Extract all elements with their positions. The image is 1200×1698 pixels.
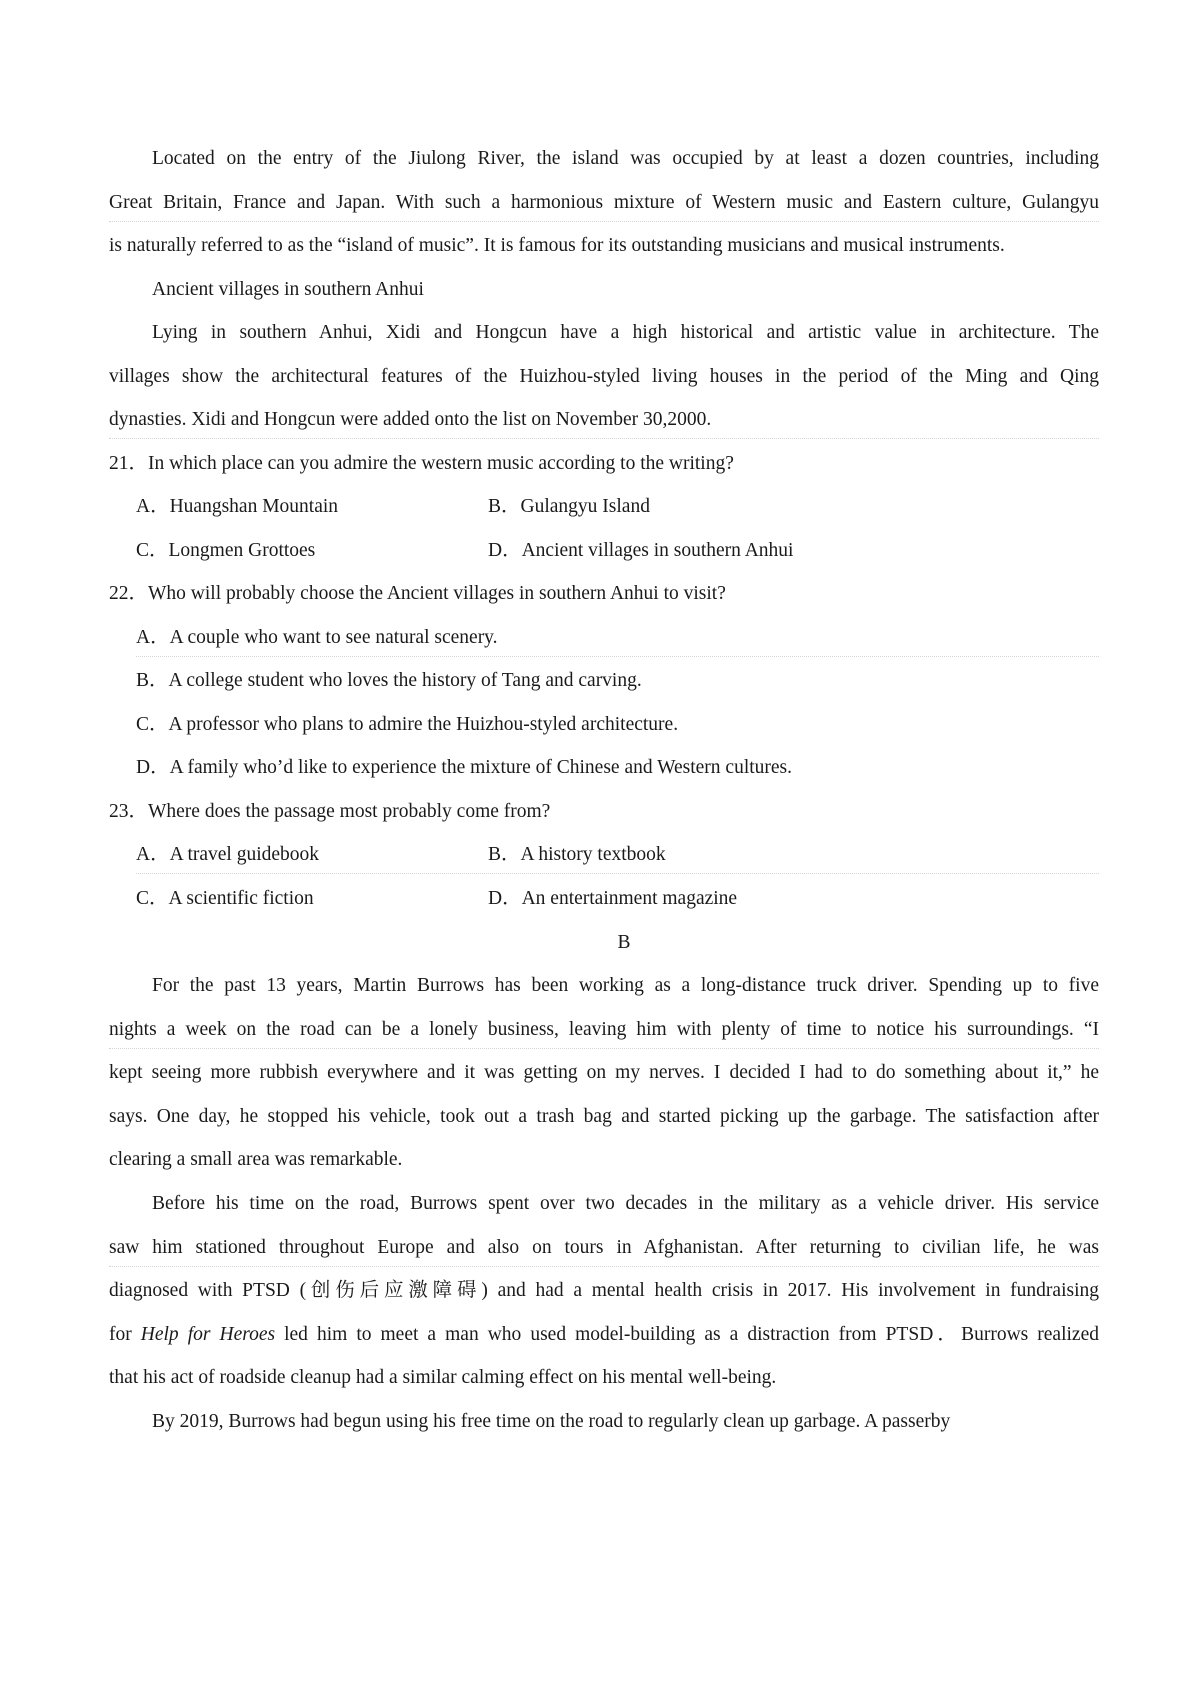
question-21-option-c[interactable]: C．Longmen Grottoes xyxy=(136,540,316,561)
b-para2-line-4-post: led him to meet a man who used model-building as a distraction from PTSD．Burrows realized xyxy=(275,1324,1099,1345)
anhui-para-line-1: Lying in southern Anhui, Xidi and Hongcun have a high historical and artistic value in architecture. The xyxy=(152,322,1099,343)
anhui-heading: Ancient villages in southern Anhui xyxy=(152,279,424,300)
b-para1-line-3: kept seeing more rubbish everywhere and it was getting on my nerves. I decided I had to do something about it,” he xyxy=(109,1062,1099,1083)
question-23-option-d[interactable]: D．An entertainment magazine xyxy=(488,888,738,909)
b-para1-line-2: nights a week on the road can be a lonely business, leaving him with plenty of time to notice his surroundings. “I xyxy=(109,1019,1099,1040)
question-22-option-d[interactable]: D．A family who’d like to experience the mixture of Chinese and Western cultures. xyxy=(136,757,793,778)
question-23-option-a[interactable]: A．A travel guidebook xyxy=(136,844,320,865)
b-para2-line-1: Before his time on the road, Burrows spent over two decades in the military as a vehicle driver. His service xyxy=(152,1193,1099,1214)
section-b-heading: B xyxy=(617,932,631,953)
question-23-option-c[interactable]: C．A scientific fiction xyxy=(136,888,314,909)
question-22-stem: 22．Who will probably choose the Ancient villages in southern Anhui to visit? xyxy=(109,583,726,604)
anhui-para-line-3: dynasties. Xidi and Hongcun were added onto the list on November 30,2000. xyxy=(109,409,712,430)
b-para3-line-1: By 2019, Burrows had begun using his free time on the road to regularly clean up garbage. A passerby xyxy=(152,1411,951,1432)
help-for-heroes-italic: Help for Heroes xyxy=(140,1324,276,1345)
b-para2-line-3: diagnosed with PTSD (创伤后应激障碍) and had a mental health crisis in 2017. His involvement in fundraising xyxy=(109,1280,1099,1301)
dotted-rule xyxy=(136,873,1099,874)
question-21-option-d[interactable]: D．Ancient villages in southern Anhui xyxy=(488,540,794,561)
b-para2-line-4-pre: for xyxy=(109,1324,141,1345)
b-para1-line-5: clearing a small area was remarkable. xyxy=(109,1149,403,1170)
question-22-option-a[interactable]: A．A couple who want to see natural scenery. xyxy=(136,627,498,648)
b-para1-line-4: says. One day, he stopped his vehicle, took out a trash bag and started picking up the garbage. The satisfaction after xyxy=(109,1106,1099,1127)
question-21-option-b[interactable]: B．Gulangyu Island xyxy=(488,496,650,517)
gulangyu-para-line-2: Great Britain, France and Japan. With such a harmonious mixture of Western music and Eastern culture, Gulangyu xyxy=(109,192,1099,213)
question-22-option-b[interactable]: B．A college student who loves the history of Tang and carving. xyxy=(136,670,642,691)
question-23-option-b[interactable]: B．A history textbook xyxy=(488,844,666,865)
dotted-rule xyxy=(136,656,1099,657)
question-21-stem: 21．In which place can you admire the western music according to the writing? xyxy=(109,453,734,474)
anhui-para-line-2: villages show the architectural features of the Huizhou-styled living houses in the period of the Ming and Qing xyxy=(109,366,1099,387)
b-para1-line-1: For the past 13 years, Martin Burrows has been working as a long-distance truck driver. Spending up to five xyxy=(152,975,1099,996)
b-para2-line-4 xyxy=(109,1322,1099,1348)
question-23-stem: 23．Where does the passage most probably come from? xyxy=(109,801,551,822)
dotted-rule xyxy=(109,438,1099,439)
gulangyu-para-line-1: Located on the entry of the Jiulong River, the island was occupied by at least a dozen countries, including xyxy=(152,148,1099,169)
question-22-option-c[interactable]: C．A professor who plans to admire the Huizhou-styled architecture. xyxy=(136,714,679,735)
dotted-rule xyxy=(109,1266,1099,1267)
gulangyu-para-line-3: is naturally referred to as the “island of music”. It is famous for its outstanding musicians and musical instruments. xyxy=(109,235,1005,256)
question-21-option-a[interactable]: A．Huangshan Mountain xyxy=(136,496,339,517)
dotted-rule xyxy=(109,1048,1099,1049)
b-para2-line-2: saw him stationed throughout Europe and also on tours in Afghanistan. After returning to civilian life, he was xyxy=(109,1237,1099,1258)
dotted-rule xyxy=(109,221,1099,222)
b-para2-line-5: that his act of roadside cleanup had a similar calming effect on his mental well-being. xyxy=(109,1367,777,1388)
